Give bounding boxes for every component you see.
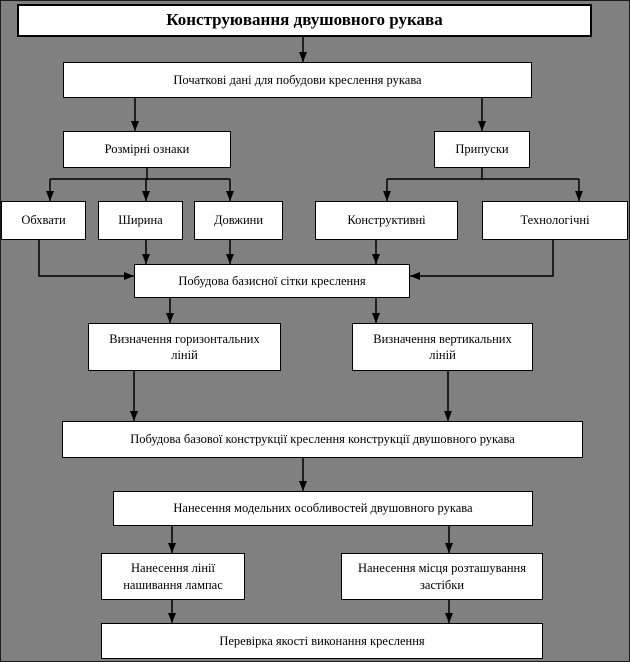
- node-width: Ширина: [98, 201, 183, 240]
- node-vertical-lines: Визначення вертикальних ліній: [352, 323, 533, 371]
- node-initial-data: Початкові дані для побудови креслення рукава: [63, 62, 532, 98]
- node-dimensional-features: Розмірні ознаки: [63, 131, 231, 168]
- node-lengths: Довжини: [194, 201, 283, 240]
- node-base-grid: Побудова базисної сітки креслення: [134, 264, 410, 298]
- node-quality-check: Перевірка якості виконання креслення: [101, 623, 543, 659]
- connector-obkhvaty-to-sitka: [39, 240, 134, 276]
- node-stripe-line: Нанесення лінії нашивання лампас: [101, 553, 245, 600]
- node-girths: Обхвати: [1, 201, 86, 240]
- node-technological: Технологічні: [482, 201, 628, 240]
- node-model-features: Нанесення модельних особливостей двушовного рукава: [113, 491, 533, 526]
- node-allowances: Припуски: [434, 131, 530, 168]
- flowchart-title: Конструювання двушовного рукава: [17, 4, 592, 37]
- node-horizontal-lines: Визначення горизонтальних ліній: [88, 323, 281, 371]
- connector-tekhnolohichni-to-sitka: [410, 240, 553, 276]
- node-fastener-location: Нанесення місця розташування застібки: [341, 553, 543, 600]
- node-base-construction: Побудова базової конструкції креслення конструкції двушовного рукава: [62, 421, 583, 458]
- node-constructive: Конструктивні: [315, 201, 458, 240]
